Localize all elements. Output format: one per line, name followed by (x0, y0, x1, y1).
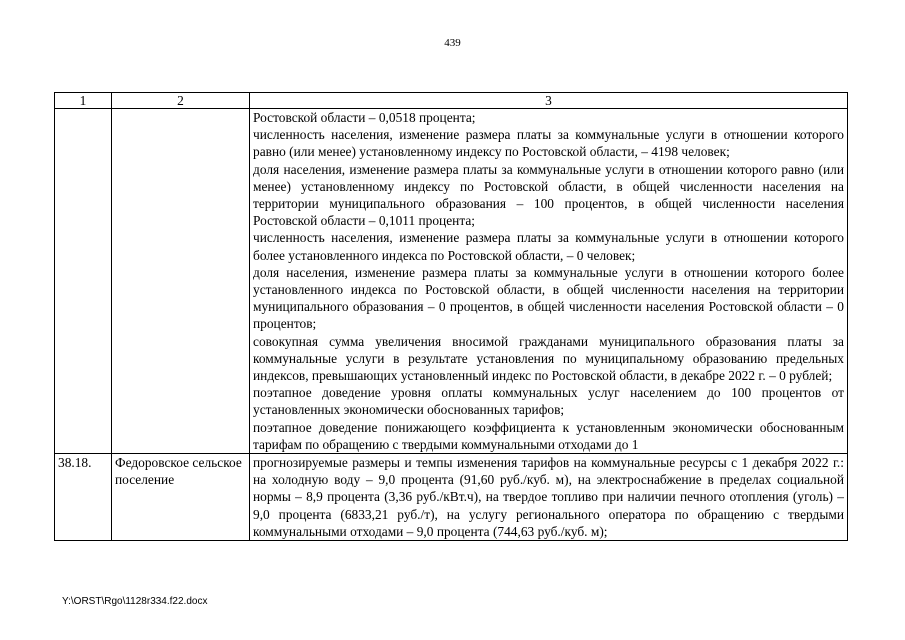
paragraph: прогнозируемые размеры и темпы изменения тарифов на коммунальные ресурсы с 1 декабря 2022 г.: на холодную воду – 9,0 процента (91,60 руб./куб. м), на электроснабжение в пределах социальной нормы – 8,9 процента (3,36 руб./кВт.ч), на твердое топливо при наличии печного отопления (уголь) – 9,0 процента (6833,21 руб./т), на услугу регионального оператора по обращению с твердыми коммунальными отходами – 9,0 процента (744,63 руб./куб. м); (253, 455, 844, 539)
row-number: 38.18. (55, 454, 112, 541)
paragraph: численность населения, изменение размера платы за коммунальные услуги в отношении которого равно (или менее) установленному индексу по Ростовской области, – 4198 человек; (253, 127, 844, 160)
continuation-text-cell (250, 109, 848, 454)
paragraph: поэтапное доведение уровня оплаты коммунальных услуг населением до 100 процентов от установленных экономически обоснованных тарифов; (253, 385, 844, 418)
continuation-row (55, 109, 848, 454)
continuation-name-cell (112, 109, 250, 454)
table-header-row (55, 93, 848, 109)
paragraph: доля населения, изменение размера платы за коммунальные услуги в отношении которого равно (или менее) установленному индексу по Ростовской области, в общей численности населения на территории муниципального образования – 100 процентов, в общей численности населения Ростовской области – 0,1011 процента; (253, 161, 844, 229)
header-col-1: 1 (55, 93, 112, 109)
paragraph: совокупная сумма увеличения вносимой гражданами муниципального образования платы за коммунальные услуги в результате установления по муниципальному образованию предельных индексов, превышающих установленный индекс по Ростовской области, в декабре 2022 г. – 0 рублей; (253, 333, 844, 384)
header-col-3: 3 (250, 93, 848, 109)
page-number: 439 (444, 37, 461, 49)
continuation-number-cell (55, 109, 112, 454)
settlement-text-cell (250, 454, 848, 541)
paragraph: поэтапное доведение понижающего коэффициента к установленным экономически обоснованным тарифам по обращению с твердыми коммунальными отходами до 1 (253, 419, 844, 452)
paragraph: Ростовской области – 0,0518 процента; (253, 110, 476, 125)
settlement-name: Федоровское сельское поселение (112, 454, 250, 541)
paragraph: доля населения, изменение размера платы за коммунальные услуги в отношении которого более установленного индекса по Ростовской области, в общей численности населения на территории муниципального образования – 0 процентов, в общей численности населения Ростовской области – 0 процентов; (253, 264, 844, 332)
footer-file-path: Y:\ORST\Rgo\1128r334.f22.docx (62, 596, 208, 607)
header-col-2: 2 (112, 93, 250, 109)
paragraph: численность населения, изменение размера платы за коммунальные услуги в отношении которого более установленного индекса по Ростовской области, – 0 человек; (253, 230, 844, 263)
settlement-row (55, 454, 848, 541)
document-table (54, 92, 848, 541)
